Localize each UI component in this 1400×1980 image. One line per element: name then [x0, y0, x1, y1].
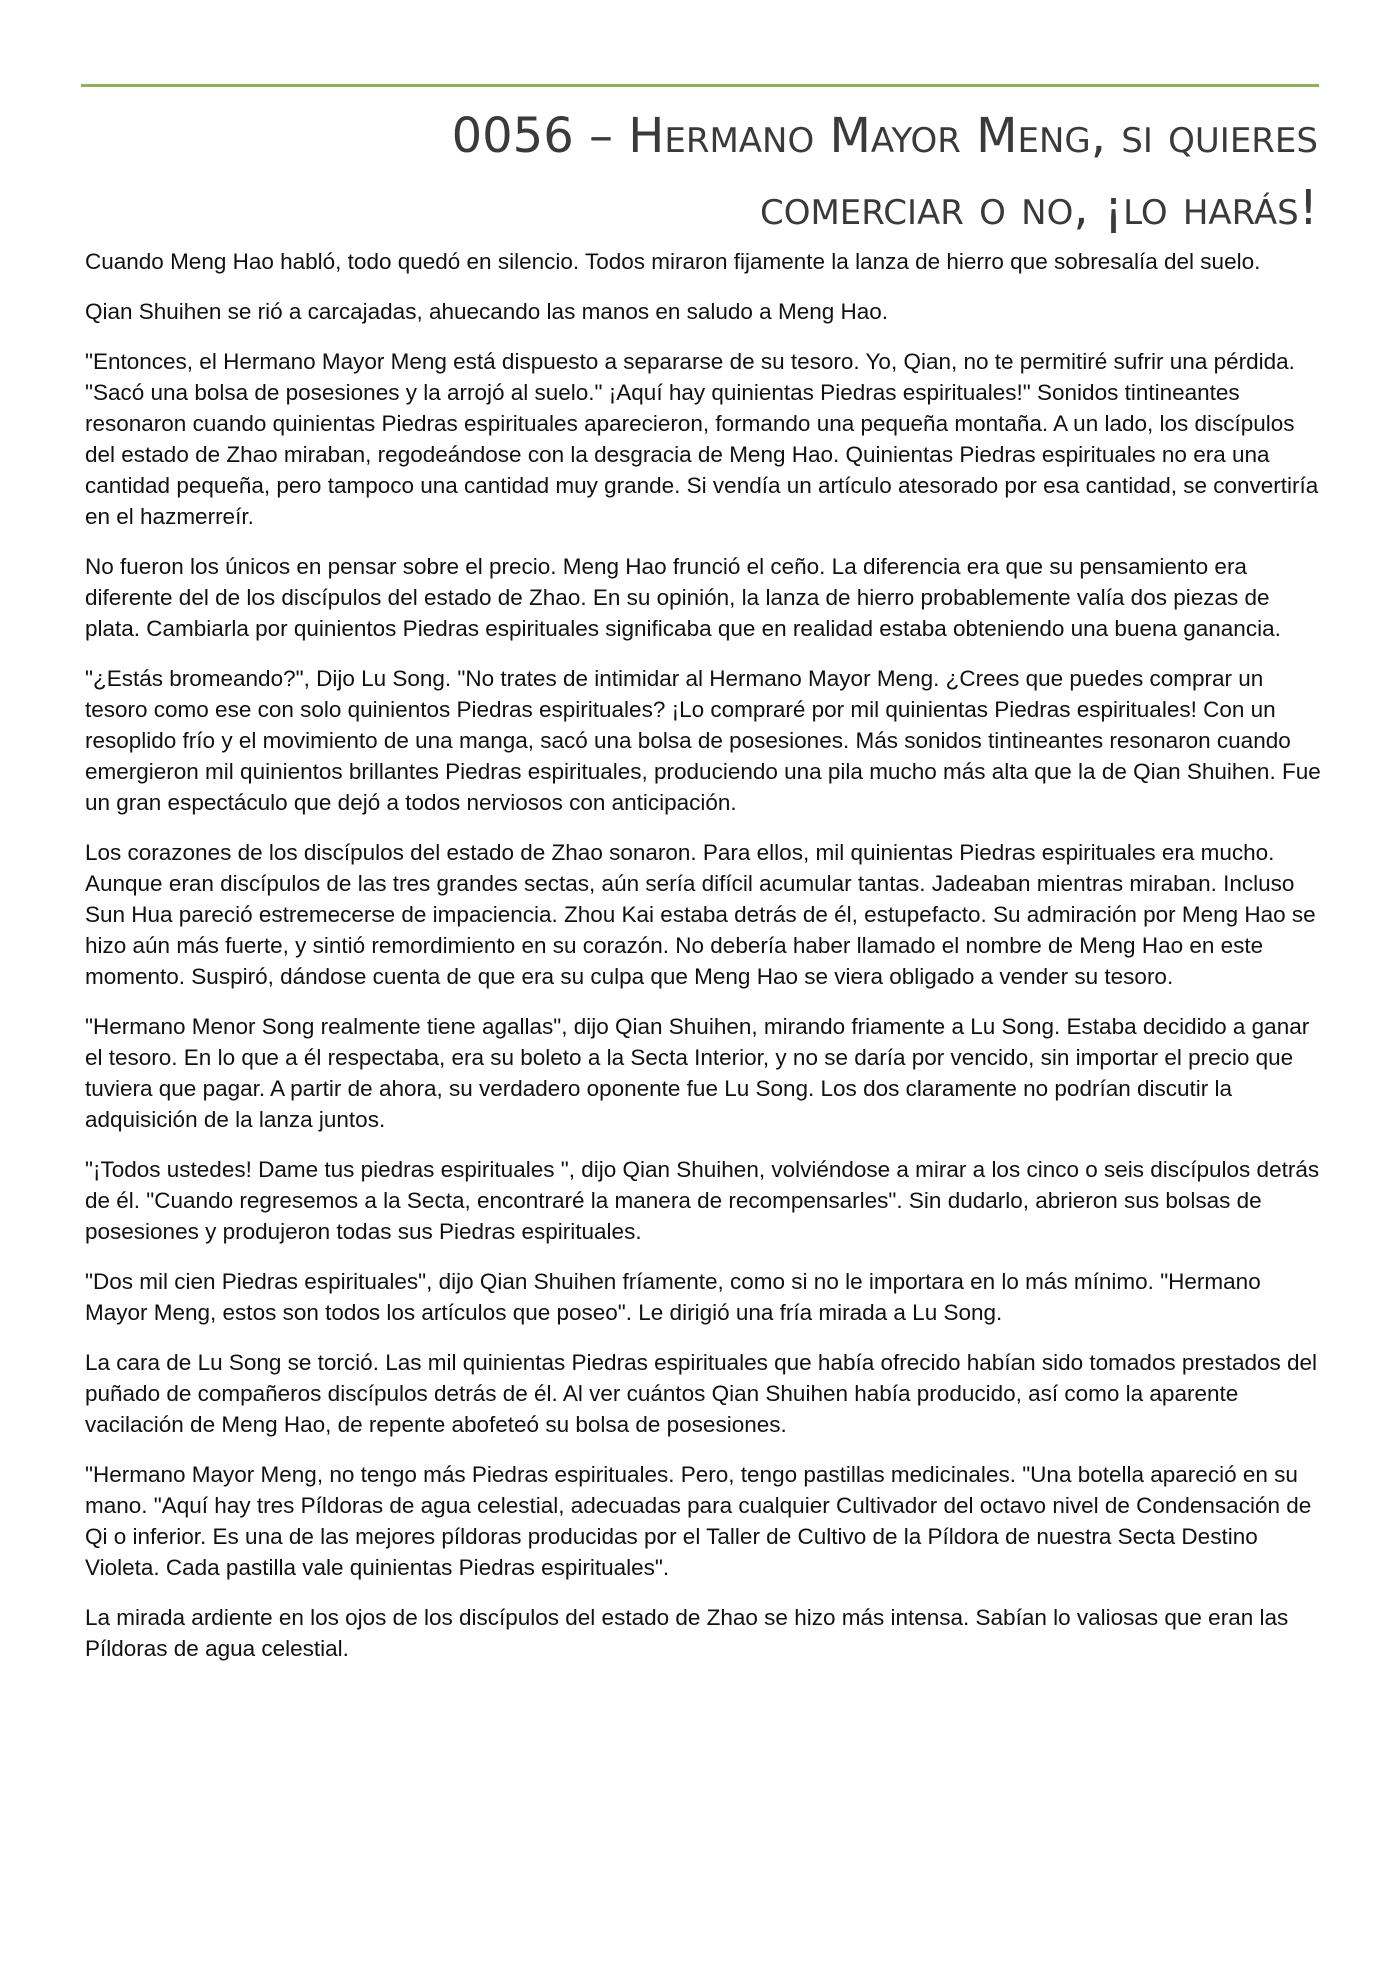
paragraph: La mirada ardiente en los ojos de los discípulos del estado de Zhao se hizo más intensa. Sabían lo valiosas que eran las Píldoras de agua celestial.	[85, 1605, 1289, 1661]
paragraph: "¡Todos ustedes! Dame tus piedras espirituales ", dijo Qian Shuihen, volviéndose a mirar a los cinco o seis discípulos detrás de él. "Cuando regresemos a la Secta, encontraré la manera de recompensarles". Sin dudarlo, abrieron sus bolsas de posesiones y produjeron todas sus Piedras espirituales.	[85, 1157, 1320, 1244]
paragraph: Qian Shuihen se rió a carcajadas, ahuecando las manos en saludo a Meng Hao.	[85, 299, 889, 324]
paragraph: Los corazones de los discípulos del estado de Zhao sonaron. Para ellos, mil quinientas Piedras espirituales era mucho. Aunque eran discípulos de las tres grandes sectas, aún sería difícil acumular tantas. Jadeaban mientras miraban. Incluso Sun Hua pareció estremecerse de impaciencia. Zhou Kai estaba detrás de él, estupefacto. Su admiración por Meng Hao se hizo aún más fuerte, y sintió remordimiento en su corazón. No debería haber llamado el nombre de Meng Hao en este momento. Suspiró, dándose cuenta de que era su culpa que Meng Hao se viera obligado a vender su tesoro.	[85, 840, 1316, 989]
paragraph: No fueron los únicos en pensar sobre el precio. Meng Hao frunció el ceño. La diferencia era que su pensamiento era diferente del de los discípulos del estado de Zhao. En su opinión, la lanza de hierro probablemente valía dos piezas de plata. Cambiarla por quinientos Piedras espirituales significaba que en realidad estaba obteniendo una buena ganancia.	[85, 554, 1281, 641]
paragraph: "Dos mil cien Piedras espirituales", dijo Qian Shuihen fríamente, como si no le importara en lo más mínimo. "Hermano Mayor Meng, estos son todos los artículos que poseo". Le dirigió una fría mirada a Lu Song.	[85, 1269, 1261, 1325]
paragraph: "Hermano Mayor Meng, no tengo más Piedras espirituales. Pero, tengo pastillas medicinales. "Una botella apareció en su mano. "Aquí hay tres Píldoras de agua celestial, adecuadas para cualquier Cultivador del octavo nivel de Condensación de Qi o inferior. Es una de las mejores píldoras producidas por el Taller de Cultivo de la Píldora de nuestra Secta Destino Violeta. Cada pastilla vale quinientas Piedras espirituales".	[85, 1462, 1312, 1580]
chapter-body	[85, 246, 1321, 1683]
paragraph: "Entonces, el Hermano Mayor Meng está dispuesto a separarse de su tesoro. Yo, Qian, no te permitiré sufrir una pérdida. "Sacó una bolsa de posesiones y la arrojó al suelo." ¡Aquí hay quinientas Piedras espirituales!" Sonidos tintineantes resonaron cuando quinientas Piedras espirituales aparecieron, formando una pequeña montaña. A un lado, los discípulos del estado de Zhao miraban, regodeándose con la desgracia de Meng Hao. Quinientas Piedras espirituales no era una cantidad pequeña, pero tampoco una cantidad muy grande. Si vendía un artículo atesorado por esa cantidad, se convertiría en el hazmerreír.	[85, 349, 1319, 529]
paragraph: "¿Estás bromeando?", Dijo Lu Song. "No trates de intimidar al Hermano Mayor Meng. ¿Crees que puedes comprar un tesoro como ese con solo quinientos Piedras espirituales? ¡Lo compraré por mil quinientas Piedras espirituales! Con un resoplido frío y el movimiento de una manga, sacó una bolsa de posesiones. Más sonidos tintineantes resonaron cuando emergieron mil quinientos brillantes Piedras espirituales, produciendo una pila mucho más alta que la de Qian Shuihen. Fue un gran espectáculo que dejó a todos nerviosos con anticipación.	[85, 666, 1321, 815]
paragraph: Cuando Meng Hao habló, todo quedó en silencio. Todos miraron fijamente la lanza de hierro que sobresalía del suelo.	[85, 249, 1261, 274]
paragraph: "Hermano Menor Song realmente tiene agallas", dijo Qian Shuihen, mirando friamente a Lu Song. Estaba decidido a ganar el tesoro. En lo que a él respectaba, era su boleto a la Secta Interior, y no se daría por vencido, sin importar el precio que tuviera que pagar. A partir de ahora, su verdadero oponente fue Lu Song. Los dos claramente no podrían discutir la adquisición de la lanza juntos.	[85, 1014, 1310, 1132]
title-rule	[81, 84, 1319, 87]
chapter-title: 0056 – Hermano Mayor Meng, si quieres comerciar o no, ¡lo harás!	[451, 108, 1318, 236]
paragraph: La cara de Lu Song se torció. Las mil quinientas Piedras espirituales que había ofrecido habían sido tomados prestados del puñado de compañeros discípulos detrás de él. Al ver cuántos Qian Shuihen había producido, así como la aparente vacilación de Meng Hao, de repente abofeteó su bolsa de posesiones.	[85, 1350, 1318, 1437]
